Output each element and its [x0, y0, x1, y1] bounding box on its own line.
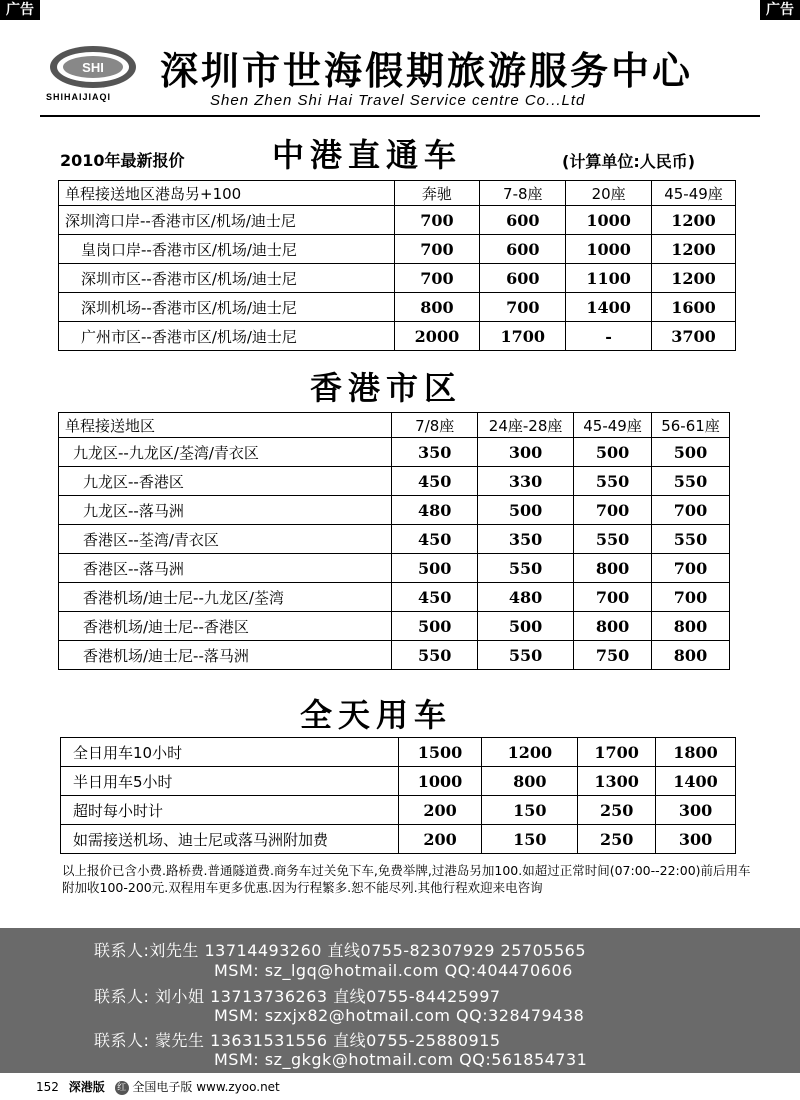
- website-link[interactable]: 全国电子版 www.zyoo.net: [132, 1080, 280, 1094]
- price-cell: 800: [574, 612, 652, 641]
- price-cell: 150: [482, 825, 578, 854]
- contact-line: 联系人:刘先生 13714493260 直线0755-82307929 25705565: [94, 941, 586, 960]
- table-row: [59, 293, 736, 322]
- page-subtitle: Shen Zhen Shi Hai Travel Service centre Co...Ltd: [210, 92, 586, 109]
- route-cell: 全日用车10小时: [61, 738, 399, 767]
- route-cell: 九龙区--香港区: [59, 467, 392, 496]
- price-cell: -: [566, 322, 652, 351]
- year-label: 2010年最新报价: [60, 151, 185, 170]
- price-cell: 600: [480, 264, 566, 293]
- table-row: [59, 496, 730, 525]
- price-cell: 550: [574, 525, 652, 554]
- price-cell: 550: [574, 467, 652, 496]
- page-number: 152: [36, 1080, 59, 1094]
- price-cell: 300: [478, 438, 574, 467]
- price-cell: 700: [652, 583, 730, 612]
- price-cell: 1000: [398, 767, 482, 796]
- price-cell: 500: [392, 554, 478, 583]
- price-cell: 250: [578, 796, 656, 825]
- price-cell: 200: [398, 796, 482, 825]
- table-header: 单程接送地区: [59, 413, 392, 438]
- route-cell: 香港区--落马洲: [59, 554, 392, 583]
- table-row: [61, 796, 736, 825]
- price-cell: 1700: [578, 738, 656, 767]
- contact-line: 联系人: 蒙先生 13631531556 直线0755-25880915: [94, 1031, 501, 1050]
- route-cell: 广州市区--香港市区/机场/迪士尼: [59, 322, 395, 351]
- route-cell: 皇岗口岸--香港市区/机场/迪士尼: [59, 235, 395, 264]
- route-cell: 超时每小时计: [61, 796, 399, 825]
- cross-border-table: [58, 180, 736, 351]
- contact-line: MSM: szxjx82@hotmail.com QQ:328479438: [214, 1006, 585, 1025]
- price-cell: 150: [482, 796, 578, 825]
- table-row: [59, 438, 730, 467]
- price-cell: 1200: [652, 206, 736, 235]
- price-cell: 550: [392, 641, 478, 670]
- table-row: [59, 264, 736, 293]
- price-cell: 300: [656, 796, 736, 825]
- hk-city-table: [58, 412, 730, 670]
- table-header: 7/8座: [392, 413, 478, 438]
- price-cell: 1600: [652, 293, 736, 322]
- price-cell: 800: [652, 641, 730, 670]
- contact-line: MSM: sz_gkgk@hotmail.com QQ:561854731: [214, 1050, 588, 1069]
- price-cell: 450: [392, 525, 478, 554]
- table-header: 20座: [566, 181, 652, 206]
- route-cell: 深圳湾口岸--香港市区/机场/迪士尼: [59, 206, 395, 235]
- price-cell: 700: [394, 235, 480, 264]
- price-cell: 700: [394, 264, 480, 293]
- table-row: [59, 554, 730, 583]
- price-cell: 700: [574, 583, 652, 612]
- price-cell: 1000: [566, 206, 652, 235]
- edition-label: 深港版: [68, 1080, 105, 1094]
- price-cell: 800: [574, 554, 652, 583]
- price-cell: 1300: [578, 767, 656, 796]
- price-cell: 450: [392, 467, 478, 496]
- route-cell: 九龙区--九龙区/荃湾/青衣区: [59, 438, 392, 467]
- price-cell: 330: [478, 467, 574, 496]
- price-cell: 500: [392, 612, 478, 641]
- logo-mark: SHI: [82, 60, 104, 75]
- price-cell: 1200: [652, 264, 736, 293]
- price-cell: 480: [392, 496, 478, 525]
- price-cell: 1800: [656, 738, 736, 767]
- table-header: 24座-28座: [478, 413, 574, 438]
- price-cell: 1000: [566, 235, 652, 264]
- table-header: 单程接送地区港岛另+100: [59, 181, 395, 206]
- table-row: [59, 235, 736, 264]
- section-title-hk-city: 香港市区: [310, 369, 463, 407]
- price-note: 以上报价已含小费.路桥费.普通隧道费.商务车过关免下车,免费举牌,过港岛另加100.如超过正常时间(07:00--22:00)前后用车附加收100-200元.双程用车更多优惠.因为行程繁多.恕不能尽列.其他行程欢迎来电咨询: [62, 863, 751, 895]
- route-cell: 半日用车5小时: [61, 767, 399, 796]
- price-cell: 1400: [566, 293, 652, 322]
- section-title-full-day: 全天用车: [300, 696, 453, 734]
- route-cell: 香港机场/迪士尼--香港区: [59, 612, 392, 641]
- route-cell: 九龙区--落马洲: [59, 496, 392, 525]
- price-cell: 1700: [480, 322, 566, 351]
- price-cell: 800: [652, 612, 730, 641]
- edition-badge: 红: [115, 1081, 129, 1095]
- table-row: [59, 641, 730, 670]
- price-cell: 1400: [656, 767, 736, 796]
- price-cell: 1100: [566, 264, 652, 293]
- unit-label: (计算单位:人民币): [562, 152, 696, 171]
- route-cell: 如需接送机场、迪士尼或落马洲附加费: [61, 825, 399, 854]
- price-cell: 750: [574, 641, 652, 670]
- price-cell: 450: [392, 583, 478, 612]
- price-cell: 2000: [394, 322, 480, 351]
- price-cell: 600: [480, 235, 566, 264]
- ad-corner-left: 广告: [0, 0, 40, 20]
- table-header: 7-8座: [480, 181, 566, 206]
- price-cell: 1200: [652, 235, 736, 264]
- table-row: [59, 612, 730, 641]
- table-row: [61, 825, 736, 854]
- table-header-row: [59, 413, 730, 438]
- price-cell: 700: [394, 206, 480, 235]
- header-divider: [40, 115, 760, 117]
- table-header: 奔驰: [394, 181, 480, 206]
- table-row: [59, 583, 730, 612]
- route-cell: 深圳机场--香港市区/机场/迪士尼: [59, 293, 395, 322]
- price-cell: 700: [652, 554, 730, 583]
- logo-text: SHIHAIJIAQI: [46, 92, 112, 102]
- price-cell: 700: [480, 293, 566, 322]
- price-cell: 500: [478, 612, 574, 641]
- route-cell: 深圳市区--香港市区/机场/迪士尼: [59, 264, 395, 293]
- price-cell: 480: [478, 583, 574, 612]
- price-cell: 250: [578, 825, 656, 854]
- price-cell: 500: [574, 438, 652, 467]
- contact-panel: [0, 928, 800, 1073]
- page-title: 深圳市世海假期旅游服务中心: [160, 49, 694, 93]
- table-row: [59, 525, 730, 554]
- price-cell: 350: [392, 438, 478, 467]
- price-cell: 1500: [398, 738, 482, 767]
- table-row: [59, 322, 736, 351]
- price-cell: 700: [652, 496, 730, 525]
- section-title-cross-border: 中港直通车: [272, 136, 463, 174]
- table-row: [61, 738, 736, 767]
- page-footer: [36, 1078, 280, 1095]
- ad-corner-right: 广告: [760, 0, 800, 20]
- route-cell: 香港机场/迪士尼--九龙区/荃湾: [59, 583, 392, 612]
- company-logo: [48, 44, 138, 90]
- price-cell: 300: [656, 825, 736, 854]
- price-cell: 800: [482, 767, 578, 796]
- table-row: [59, 206, 736, 235]
- route-cell: 香港区--荃湾/青衣区: [59, 525, 392, 554]
- table-row: [59, 467, 730, 496]
- price-cell: 800: [394, 293, 480, 322]
- full-day-table: [60, 737, 736, 854]
- table-header: 56-61座: [652, 413, 730, 438]
- price-cell: 550: [478, 554, 574, 583]
- table-header: 45-49座: [574, 413, 652, 438]
- price-cell: 500: [652, 438, 730, 467]
- table-header-row: [59, 181, 736, 206]
- price-cell: 550: [652, 467, 730, 496]
- price-cell: 550: [478, 641, 574, 670]
- price-cell: 3700: [652, 322, 736, 351]
- table-header: 45-49座: [652, 181, 736, 206]
- contact-line: 联系人: 刘小姐 13713736263 直线0755-84425997: [94, 987, 501, 1006]
- table-row: [61, 767, 736, 796]
- price-cell: 1200: [482, 738, 578, 767]
- price-cell: 550: [652, 525, 730, 554]
- price-cell: 600: [480, 206, 566, 235]
- price-cell: 350: [478, 525, 574, 554]
- price-cell: 500: [478, 496, 574, 525]
- route-cell: 香港机场/迪士尼--落马洲: [59, 641, 392, 670]
- price-cell: 700: [574, 496, 652, 525]
- price-cell: 200: [398, 825, 482, 854]
- contact-line: MSM: sz_lgq@hotmail.com QQ:404470606: [214, 961, 573, 980]
